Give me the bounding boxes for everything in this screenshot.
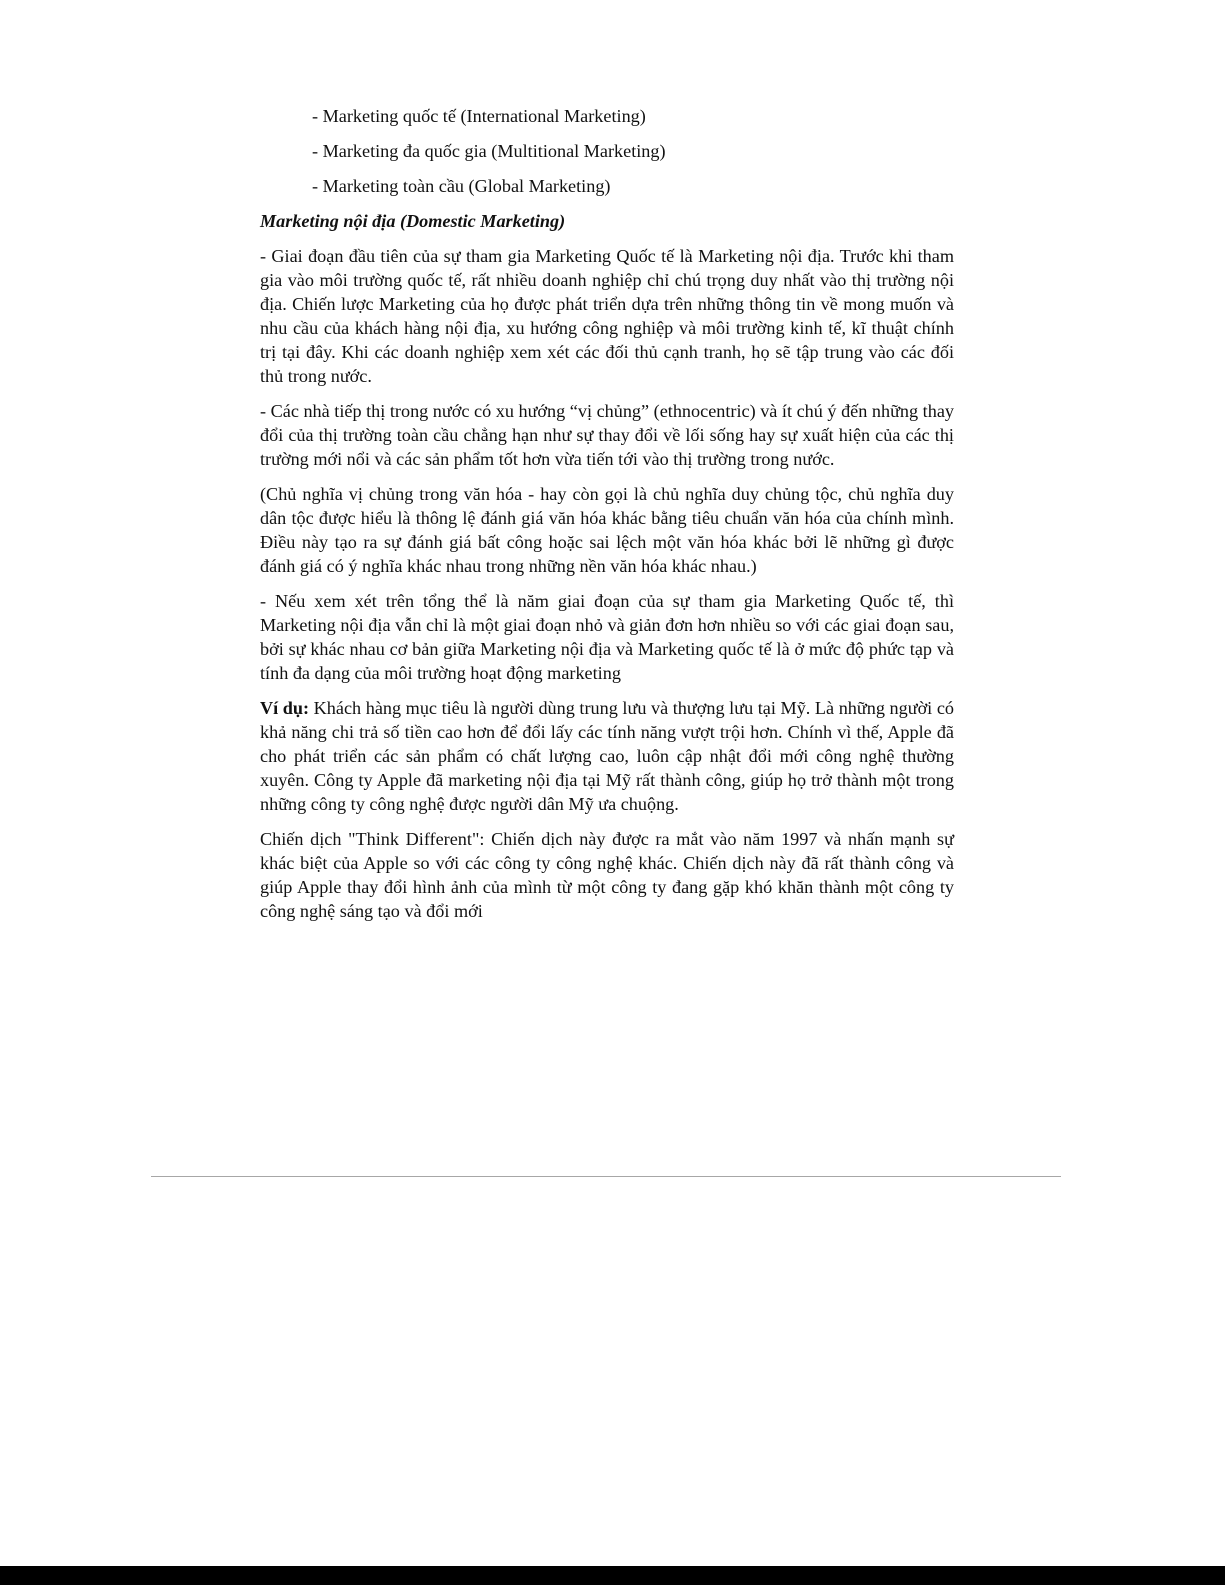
paragraph-five-stages: - Nếu xem xét trên tổng thể là năm giai đoạn của sự tham gia Marketing Quốc tế, thì Marketing nội địa vẫn chỉ là một giai đoạn nhỏ và giản đơn hơn nhiều so với các giai đoạn sau, bởi sự khác nhau cơ bản giữa Marketing nội địa và Marketing quốc tế là ở mức độ phức tạp và tính đa dạng của môi trường hoạt động marketing [260,591,954,683]
section-heading: Marketing nội địa (Domestic Marketing) [260,211,566,231]
paragraph-ethnocentric: - Các nhà tiếp thị trong nước có xu hướng “vị chủng” (ethnocentric) và ít chú ý đến những thay đổi của thị trường toàn cầu chẳng hạn như sự thay đổi về lối sống hay sự xuất hiện của các thị trường mới nổi và các sản phẩm tốt hơn vừa tiến tới vào thị trường trong nước. [260,401,954,469]
example-text: Khách hàng mục tiêu là người dùng trung lưu và thượng lưu tại Mỹ. Là những người có khả năng chi trả số tiền cao hơn để đổi lấy các tính năng vượt trội hơn. Chính vì thế, Apple đã cho phát triển các sản phẩm có chất lượng cao, luôn cập nhật đổi mới công nghệ thường xuyên. Công ty Apple đã marketing nội địa tại Mỹ rất thành công, giúp họ trở thành một trong những công ty công nghệ được người dân Mỹ ưa chuộng. [260,698,954,814]
paragraph-stage-one: - Giai đoạn đầu tiên của sự tham gia Marketing Quốc tế là Marketing nội địa. Trước khi tham gia vào môi trường quốc tế, rất nhiều doanh nghiệp chỉ chú trọng duy nhất vào thị trường nội địa. Chiến lược Marketing của họ được phát triển dựa trên những thông tin về mong muốn và nhu cầu của khách hàng nội địa, xu hướng công nghiệp và môi trường kinh tế, kĩ thuật chính trị tại đây. Khi các doanh nghiệp xem xét các đối thủ cạnh tranh, họ sẽ tập trung vào các đối thủ trong nước. [260,246,954,386]
bullet-item-multinational: - Marketing đa quốc gia (Multitional Marketing) [312,141,666,161]
example-label: Ví dụ: [260,698,310,718]
bottom-bar [0,1566,1225,1585]
paragraph-example [260,696,954,816]
bullet-item-international: - Marketing quốc tế (International Marketing) [312,106,646,126]
paragraph-ethnocentrism-definition: (Chủ nghĩa vị chủng trong văn hóa - hay còn gọi là chủ nghĩa duy chủng tộc, chủ nghĩa duy dân tộc được hiểu là thông lệ đánh giá văn hóa khác bằng tiêu chuẩn văn hóa của chính mình. Điều này tạo ra sự đánh giá bất công hoặc sai lệch một văn hóa khác bởi lẽ những gì được đánh giá có ý nghĩa khác nhau trong những nền văn hóa khác nhau.) [260,484,954,576]
page-content [260,104,954,934]
bullet-item-global: - Marketing toàn cầu (Global Marketing) [312,176,611,196]
page-divider [151,1176,1061,1177]
paragraph-think-different: Chiến dịch "Think Different": Chiến dịch này được ra mắt vào năm 1997 và nhấn mạnh sự khác biệt của Apple so với các công ty công nghệ khác. Chiến dịch này đã rất thành công và giúp Apple thay đổi hình ảnh của mình từ một công ty đang gặp khó khăn thành một công ty công nghệ sáng tạo và đổi mới [260,829,954,921]
